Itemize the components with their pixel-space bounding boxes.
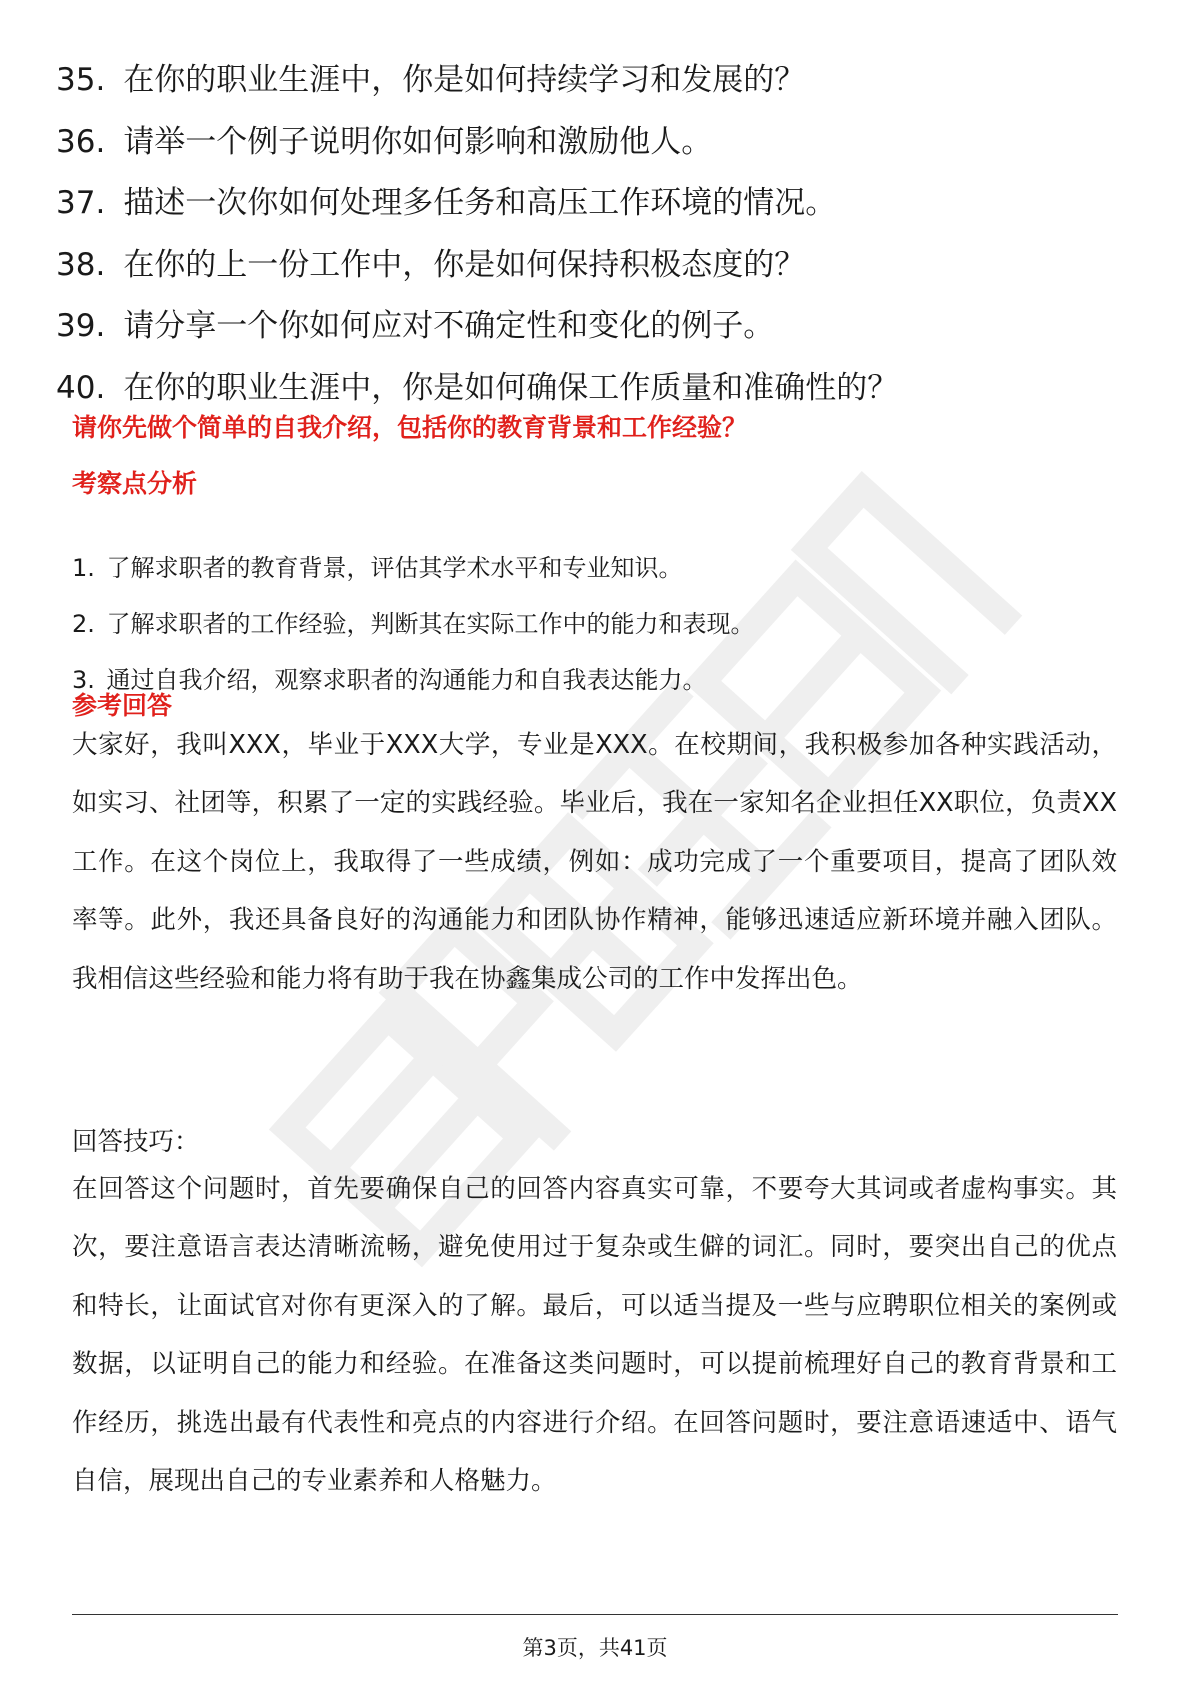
question-item: [56, 235, 1136, 297]
analysis-text: 通过自我介绍，观察求职者的沟通能力和自我表达能力。: [106, 666, 707, 694]
question-item: [56, 296, 1136, 358]
tips-label: 回答技巧：: [72, 1127, 200, 1157]
analysis-item: [72, 596, 1112, 652]
analysis-number: 3.: [72, 666, 95, 694]
question-text: 请分享一个你如何应对不确定性和变化的例子。: [123, 308, 775, 344]
question-text: 在你的职业生涯中，你是如何持续学习和发展的？: [123, 62, 806, 98]
question-text: 在你的上一份工作中，你是如何保持积极态度的？: [123, 246, 806, 283]
question-text: 请举一个例子说明你如何影响和激励他人。: [123, 123, 713, 160]
analysis-list: [72, 540, 1112, 708]
question-number: 36.: [56, 123, 106, 160]
analysis-item: [72, 540, 1112, 596]
analysis-text: 了解求职者的工作经验，判断其在实际工作中的能力和表现。: [106, 610, 755, 638]
footer-divider: [72, 1614, 1118, 1615]
question-list: [56, 50, 1136, 419]
question-number: 38.: [56, 246, 106, 283]
analysis-text: 了解求职者的教育背景，评估其学术水平和专业知识。: [106, 554, 683, 582]
question-number: 39.: [56, 308, 106, 344]
analysis-heading: 考察点分析: [72, 469, 198, 498]
answer-heading: 参考回答: [72, 691, 173, 720]
question-number: 37.: [56, 185, 106, 221]
question-text: 在你的职业生涯中，你是如何确保工作质量和准确性的？: [123, 369, 899, 406]
answer-paragraph: 大家好，我叫XXX，毕业于XXX大学，专业是XXX。在校期间，我积极参加各种实践活动，如实习、社团等，积累了一定的实践经验。毕业后，我在一家知名企业担任XX职位，负责XX工作。在这个岗位上，我取得了一些成绩，例如：成功完成了一个重要项目，提高了团队效率等。此外，我还具备良好的沟通能力和团队协作精神，能够迅速适应新环境并融入团队。我相信这些经验和能力将有助于我在协鑫集成公司的工作中发挥出色。: [72, 730, 1117, 994]
question-number: 40.: [56, 369, 106, 406]
question-item: [56, 112, 1136, 174]
analysis-item: [72, 652, 1112, 708]
question-item: [56, 50, 1136, 112]
analysis-number: 1.: [72, 554, 95, 582]
tips-paragraph: 在回答这个问题时，首先要确保自己的回答内容真实可靠，不要夸大其词或者虚构事实。其次，要注意语言表达清晰流畅，避免使用过于复杂或生僻的词汇。同时，要突出自己的优点和特长，让面试官对你有更深入的了解。最后，可以适当提及一些与应聘职位相关的案例或数据，以证明自己的能力和经验。在准备这类问题时，可以提前梳理好自己的教育背景和工作经历，挑选出最有代表性和亮点的内容进行介绍。在回答问题时，要注意语速适中、语气自信，展现出自己的专业素养和人格魅力。: [72, 1174, 1117, 1497]
question-title: 请你先做个简单的自我介绍，包括你的教育背景和工作经验？: [72, 413, 748, 442]
question-item: [56, 173, 1136, 235]
analysis-number: 2.: [72, 610, 95, 638]
question-text: 描述一次你如何处理多任务和高压工作环境的情况。: [123, 185, 837, 221]
question-number: 35.: [56, 62, 106, 98]
page-number: 第3页，共41页: [522, 1636, 668, 1660]
